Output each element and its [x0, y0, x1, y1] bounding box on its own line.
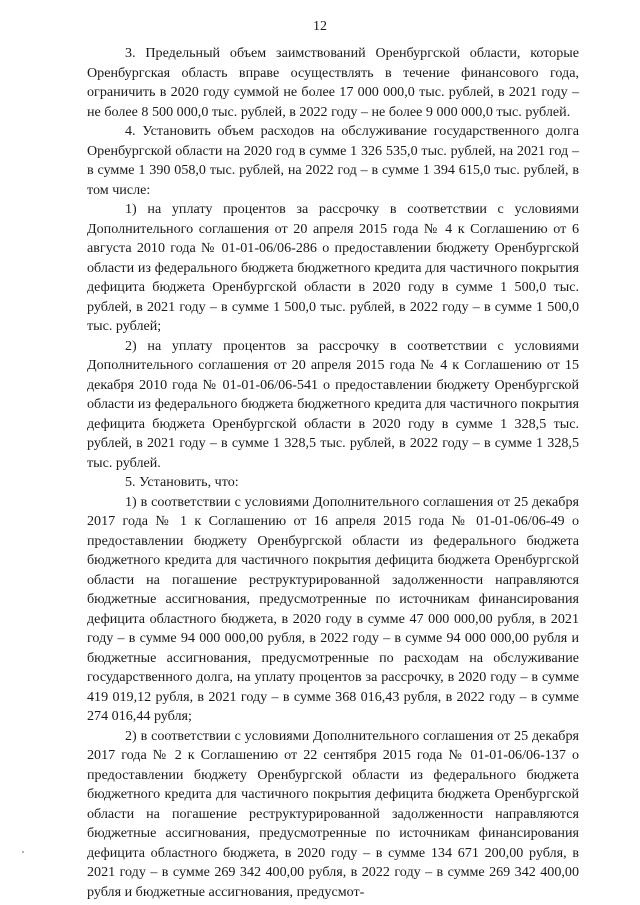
- paragraph-item-4: 4. Установить объем расходов на обслуживание государственного долга Оренбургской области на 2020 год в сумме 1 326 535,0 тыс. рублей, на 2021 год – в сумме 1 390 058,0 тыс. рублей, на 2022 год – в сумме 1 394 615,0 тыс. рублей, в том числе:: [87, 123, 579, 198]
- paragraph-subitem-4-2: 2) на уплату процентов за рассрочку в соответствии с условиями Дополнительного соглашения от 20 апреля 2015 года № 4 к Соглашению от 15 декабря 2010 года № 01-01-06/06-541 о предоставлении бюджету Оренбургской области из федерального бюджета бюджетного кредита для частичного покрытия дефицита бюджета Оренбургской области в 2020 году в сумме 1 328,5 тыс. рублей, в 2021 году – в сумме 1 328,5 тыс. рублей, в 2022 году – в сумме 1 328,5 тыс. рублей.: [87, 337, 579, 471]
- paragraph-subitem-4-1: 1) на уплату процентов за рассрочку в соответствии с условиями Дополнительного соглашения от 20 апреля 2015 года № 4 к Соглашению от 6 августа 2010 года № 01-01-06/06-286 о предоставлении бюджету Оренбургской области из федерального бюджета бюджетного кредита для частичного покрытия дефицита бюджета Оренбургской области в 2020 году в сумме 1 500,0 тыс. рублей, в 2021 году – в сумме 1 500,0 тыс. рублей, в 2022 году – в сумме 1 500,0 тыс. рублей;: [87, 201, 579, 334]
- paragraph-subitem-5-2: 2) в соответствии с условиями Дополнительного соглашения от 25 декабря 2017 года № 2 к Соглашению от 22 сентября 2015 года № 01-01-06/06-137 о предоставлении бюджету Оренбургской области из федерального бюджета бюджетного кредита для частичного покрытия дефицита бюджета Оренбургской области на погашение реструктурированной задолженности направляются бюджетные ассигнования, предусмотренные по источникам финансирования дефицита областного бюджета, в 2020 году – в сумме 134 671 200,00 рубля, в 2021 году – в сумме 269 342 400,00 рубля, в 2022 году – в сумме 269 342 400,00 рубля и бюджетные ассигнования, предусмот-: [87, 727, 579, 900]
- page-number: 12: [313, 19, 327, 34]
- scan-speck: [22, 851, 24, 853]
- paragraph-item-5: 5. Установить, что:: [125, 474, 239, 490]
- document-body: [87, 44, 579, 902]
- paragraph-item-3: 3. Предельный объем заимствований Оренбургской области, которые Оренбургская область вправе осуществлять в течение финансового года, ограничить в 2020 году суммой не более 17 000 000,0 тыс. рублей, в 2021 году – не более 8 500 000,0 тыс. рублей, в 2022 году – не более 9 000 000,0 тыс. рублей.: [87, 45, 579, 120]
- paragraph-subitem-5-1: 1) в соответствии с условиями Дополнительного соглашения от 25 декабря 2017 года № 1 к Соглашению от 16 апреля 2015 года № 01-01-06/06-49 о предоставлении бюджету Оренбургской области из федерального бюджета бюджетного кредита для частичного покрытия дефицита бюджета Оренбургской области на погашение реструктурированной задолженности направляются бюджетные ассигнования, предусмотренные по источникам финансирования дефицита областного бюджета, в 2020 году в сумме 47 000 000,00 рубля, в 2021 году – в сумме 94 000 000,00 рубля, в 2022 году – в сумме 94 000 000,00 рубля и бюджетные ассигнования, предусмотренные по расходам на обслуживание государственного долга, на уплату процентов за рассрочку, в 2020 году – в сумме 419 019,12 рубля, в 2021 году – в сумме 368 016,43 рубля, в 2022 году – в сумме 274 016,44 рубля;: [87, 493, 579, 724]
